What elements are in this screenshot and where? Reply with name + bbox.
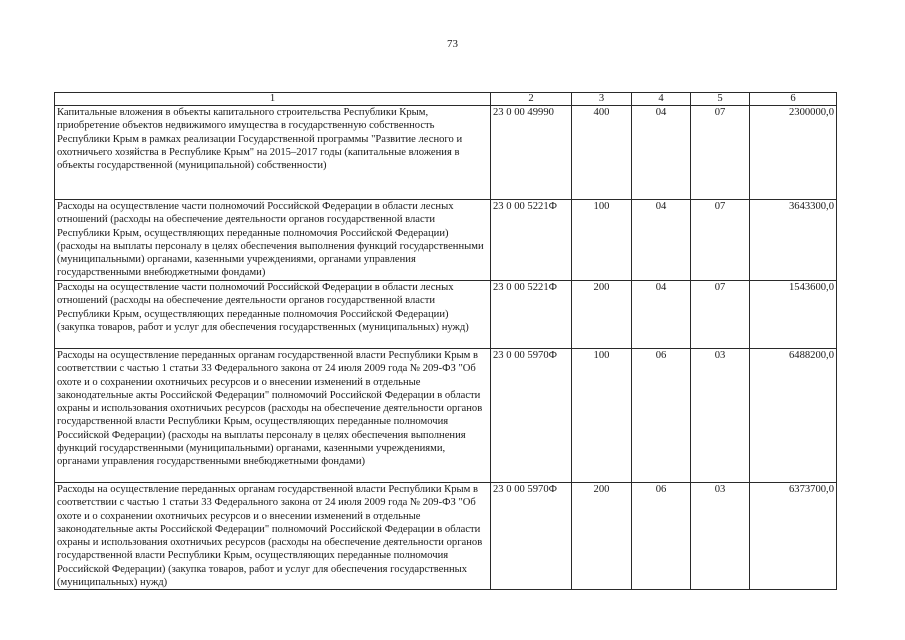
row-amount: 3643300,0 bbox=[750, 200, 837, 281]
row-section: 04 bbox=[632, 281, 691, 349]
row-description: Расходы на осуществление части полномочий Российской Федерации в области лесных отношений (расходы на обеспечение деятельности органов государственной власти Республики Крым, осуществляющих переданные полномочия Российской Федерации) (закупка товаров, работ и услуг для обеспечения государственных (муниципальных) нужд) bbox=[55, 281, 491, 349]
header-col-1: 1 bbox=[55, 93, 491, 106]
row-expense-type: 200 bbox=[572, 483, 632, 590]
row-expense-type: 100 bbox=[572, 200, 632, 281]
row-subsection: 07 bbox=[691, 281, 750, 349]
header-col-4: 4 bbox=[632, 93, 691, 106]
row-expense-type: 100 bbox=[572, 349, 632, 483]
row-expense-type: 400 bbox=[572, 106, 632, 200]
table-row bbox=[55, 281, 837, 349]
row-subsection: 07 bbox=[691, 200, 750, 281]
page-number: 73 bbox=[447, 38, 458, 50]
row-description: Расходы на осуществление переданных органам государственной власти Республики Крым в соответствии с частью 1 статьи 33 Федерального закона от 24 июля 2009 года № 209-ФЗ "Об охоте и о сохранении охотничьих ресурсов и о внесении изменений в отдельные законодательные акты Российской Федерации" полномочий Российской Федерации в области охраны и использования охотничьих ресурсов (расходы на обеспечение деятельности органов государственной власти Республики Крым, осуществляющих переданные полномочия Российской Федерации) (закупка товаров, работ и услуг для обеспечения государственных (муниципальных) нужд) bbox=[55, 483, 491, 590]
table-row bbox=[55, 483, 837, 590]
row-target-code: 23 0 00 5970Ф bbox=[491, 349, 572, 483]
row-subsection: 03 bbox=[691, 483, 750, 590]
header-col-2: 2 bbox=[491, 93, 572, 106]
row-section: 04 bbox=[632, 200, 691, 281]
row-amount: 6373700,0 bbox=[750, 483, 837, 590]
row-subsection: 07 bbox=[691, 106, 750, 200]
header-col-5: 5 bbox=[691, 93, 750, 106]
row-amount: 6488200,0 bbox=[750, 349, 837, 483]
row-expense-type: 200 bbox=[572, 281, 632, 349]
row-target-code: 23 0 00 5970Ф bbox=[491, 483, 572, 590]
row-description: Расходы на осуществление переданных органам государственной власти Республики Крым в соответствии с частью 1 статьи 33 Федерального закона от 24 июля 2009 года № 209-ФЗ "Об охоте и о сохранении охотничьих ресурсов и о внесении изменений в отдельные законодательные акты Российской Федерации" полномочий Российской Федерации в области охраны и использования охотничьих ресурсов (расходы на обеспечение деятельности органов государственной власти Республики Крым, осуществляющих переданные полномочия Российской Федерации) (расходы на выплаты персоналу в целях обеспечения выполнения функций государственными (муниципальными) органами, казенными учреждениями, органами управления государственными внебюджетными фондами) bbox=[55, 349, 491, 483]
row-target-code: 23 0 00 5221Ф bbox=[491, 281, 572, 349]
table-row bbox=[55, 349, 837, 483]
row-section: 04 bbox=[632, 106, 691, 200]
row-description: Капитальные вложения в объекты капитального строительства Республики Крым, приобретение объектов недвижимого имущества в государственную собственность Республики Крым в рамках реализации Государственной программы "Развитие лесного и охотничьего хозяйства в Республике Крым" на 2015–2017 годы (капитальные вложения в объекты государственной (муниципальной) собственности) bbox=[55, 106, 491, 200]
row-target-code: 23 0 00 49990 bbox=[491, 106, 572, 200]
table-row bbox=[55, 106, 837, 200]
row-target-code: 23 0 00 5221Ф bbox=[491, 200, 572, 281]
row-section: 06 bbox=[632, 483, 691, 590]
row-amount: 2300000,0 bbox=[750, 106, 837, 200]
table-row bbox=[55, 200, 837, 281]
table-header-row bbox=[55, 93, 837, 106]
row-amount: 1543600,0 bbox=[750, 281, 837, 349]
header-col-3: 3 bbox=[572, 93, 632, 106]
row-section: 06 bbox=[632, 349, 691, 483]
header-col-6: 6 bbox=[750, 93, 837, 106]
row-description: Расходы на осуществление части полномочий Российской Федерации в области лесных отношений (расходы на обеспечение деятельности органов государственной власти Республики Крым, осуществляющих переданные полномочия Российской Федерации) (расходы на выплаты персоналу в целях обеспечения выполнения функций государственными (муниципальными) органами, казенными учреждениями, органами управления государственными внебюджетными фондами) bbox=[55, 200, 491, 281]
row-subsection: 03 bbox=[691, 349, 750, 483]
budget-table bbox=[54, 92, 837, 590]
